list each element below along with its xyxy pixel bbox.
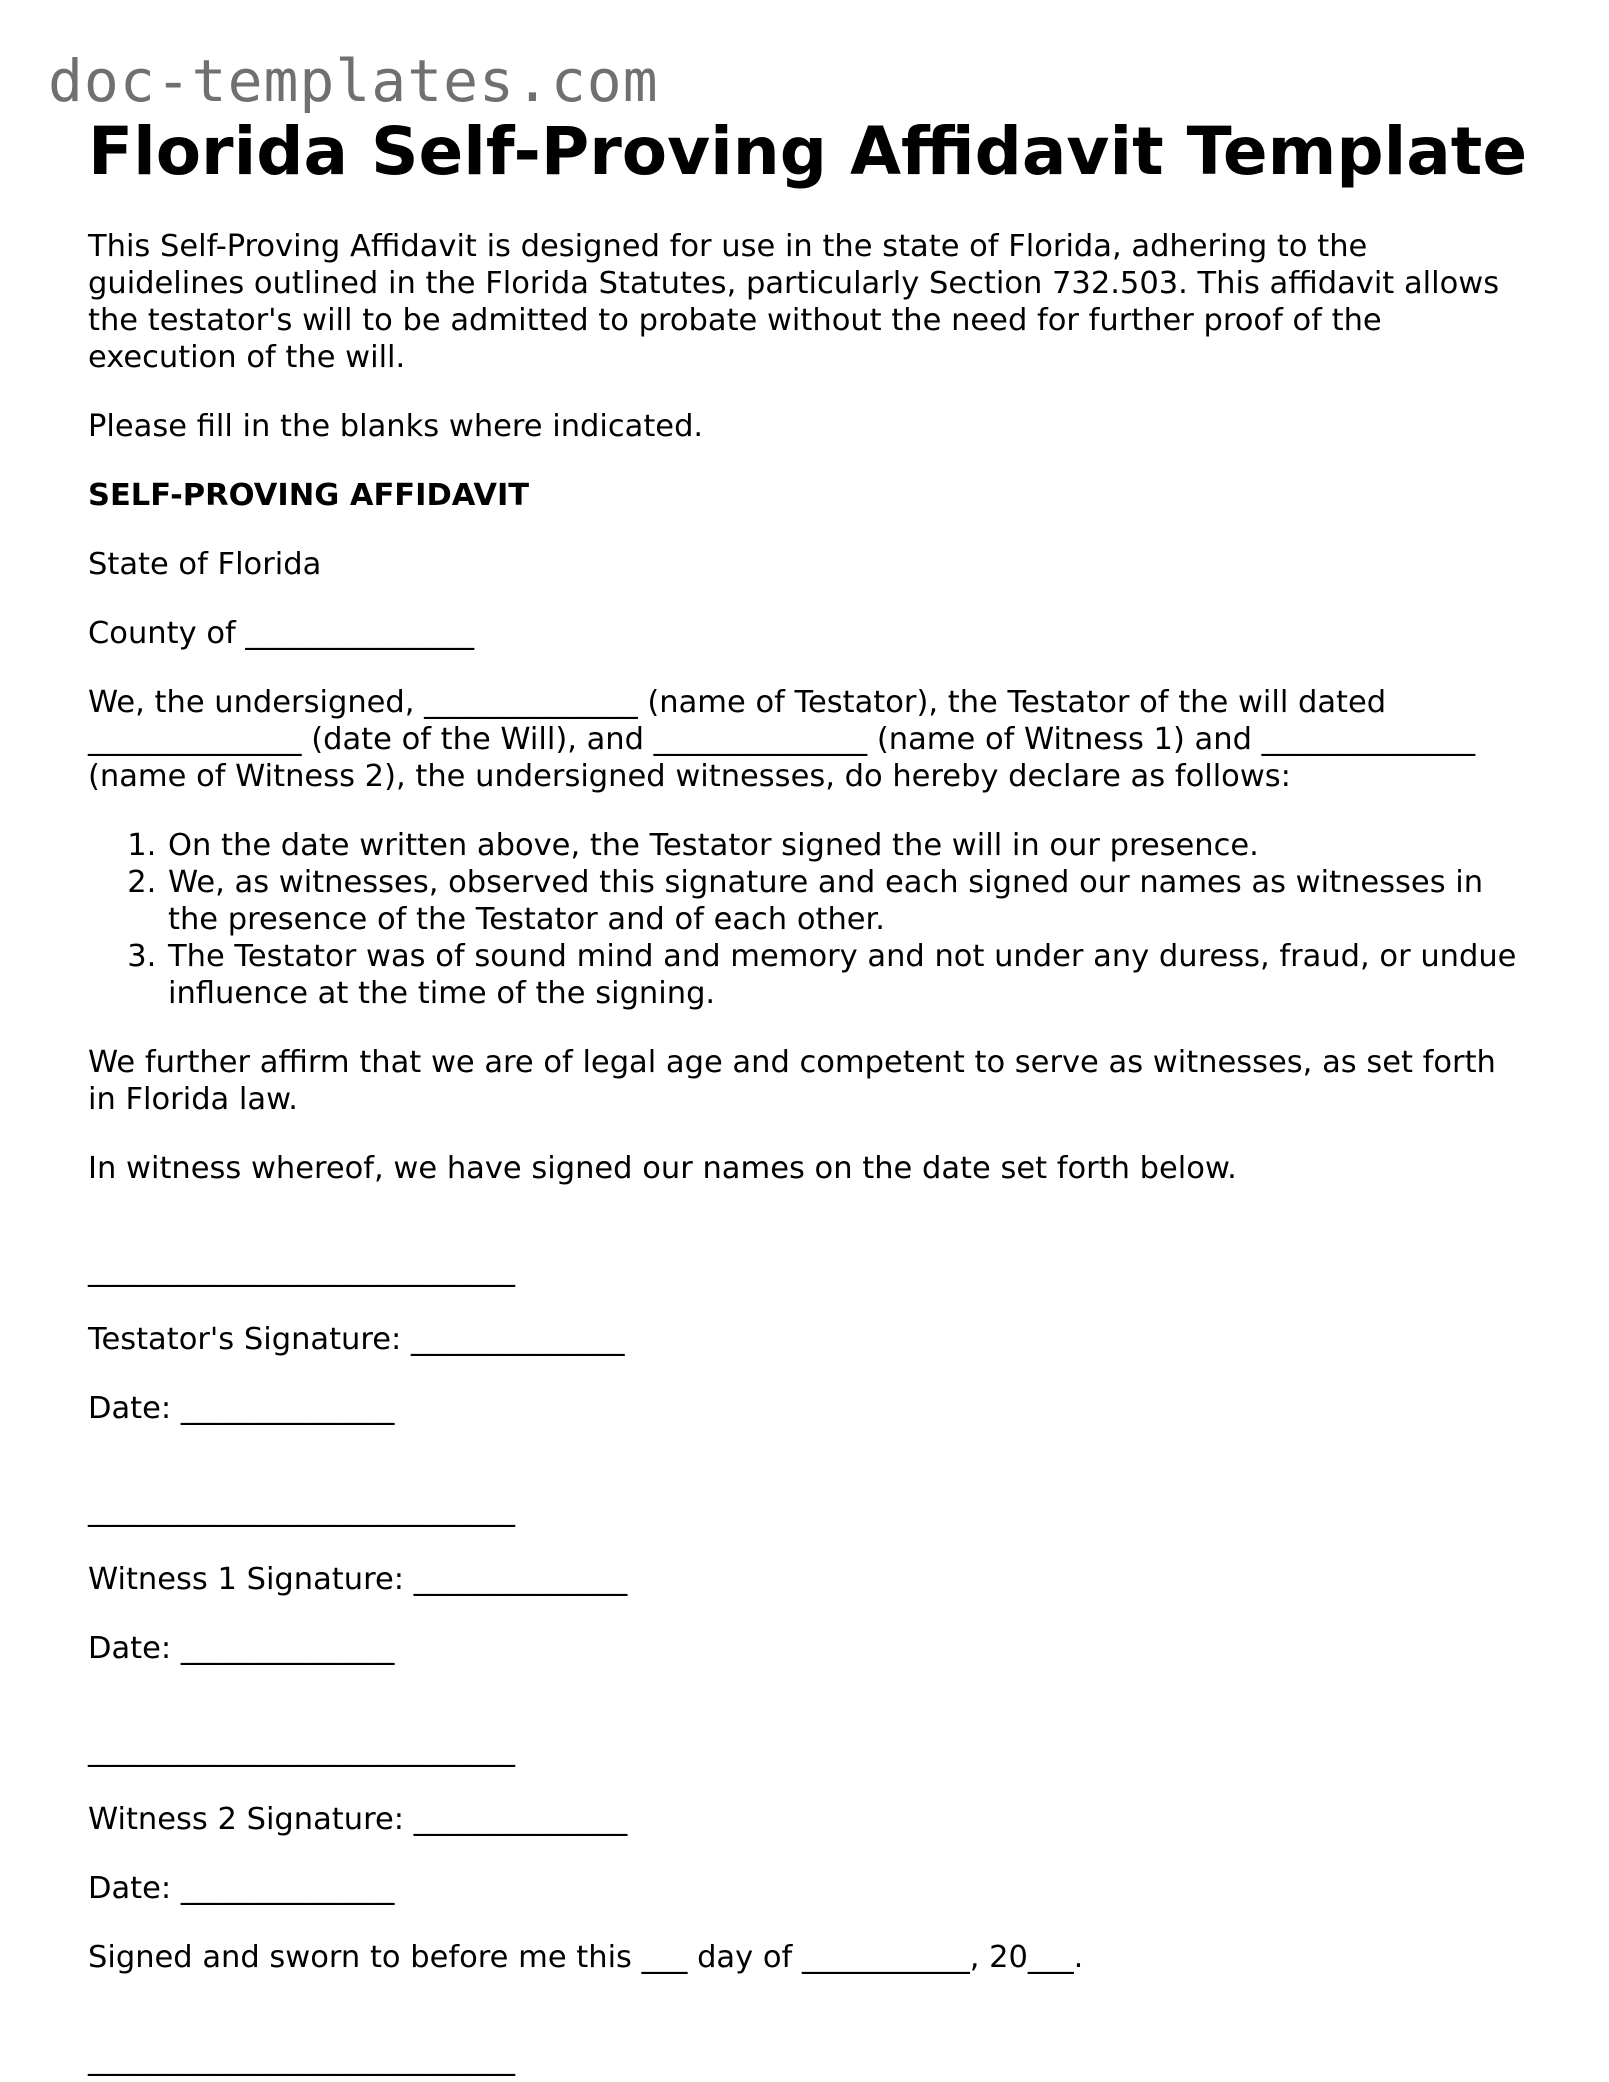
county-line: County of _______________ [88,616,475,651]
watermark: doc-templates.com [48,47,659,115]
state-line: State of Florida [88,547,322,582]
witness2-signature-field: Witness 2 Signature: ______________ [88,1802,628,1837]
witness2-signature-line: ____________________________ [88,1733,515,1768]
witness1-signature-line: ____________________________ [88,1493,515,1528]
witness1-signature-field: Witness 1 Signature: ______________ [88,1562,628,1597]
document-page [88,112,1528,2078]
testator-signature-line: ____________________________ [88,1253,515,1288]
instruction-text: Please fill in the blanks where indicated. [88,409,704,444]
section-heading: SELF-PROVING AFFIDAVIT [88,478,530,513]
document-title: Florida Self-Proving Affidavit Template [88,113,1528,190]
list-item: 3. The Testator was of sound mind and memory and not under any duress, fraud, or undue influence at the time of the signing. [166,938,1528,1012]
declaration-paragraph: We, the undersigned, ______________ (name of Testator), the Testator of the will dated ______________ (date of the Will), and ______________ (name of Witness 1) and ______________ (name of Witness 2), the undersigned witnesses, do hereby declare as follows: [88,685,1476,794]
testator-date-field: Date: ______________ [88,1391,395,1426]
affirmation-paragraph: We further affirm that we are of legal age and competent to serve as witnesses, as set forth in Florida law. [88,1045,1496,1117]
declarations-list [88,827,1528,1012]
testator-signature-field: Testator's Signature: ______________ [88,1322,625,1357]
list-item: 1. On the date written above, the Testator signed the will in our presence. [166,827,1528,864]
witness2-date-field: Date: ______________ [88,1871,395,1906]
list-item: 2. We, as witnesses, observed this signature and each signed our names as witnesses in the presence of the Testator and of each other. [166,864,1528,938]
notary-signature-line: ____________________________ [88,2042,515,2077]
witness-whereof-text: In witness whereof, we have signed our names on the date set forth below. [88,1151,1237,1186]
intro-paragraph: This Self-Proving Affidavit is designed for use in the state of Florida, adhering to the guidelines outlined in the Florida Statutes, particularly Section 732.503. This affidavit allows the testator's will to be admitted to probate without the need for further proof of the execution of the will. [88,229,1500,375]
witness1-date-field: Date: ______________ [88,1631,395,1666]
sworn-statement: Signed and sworn to before me this ___ day of ___________, 20___. [88,1940,1084,1975]
